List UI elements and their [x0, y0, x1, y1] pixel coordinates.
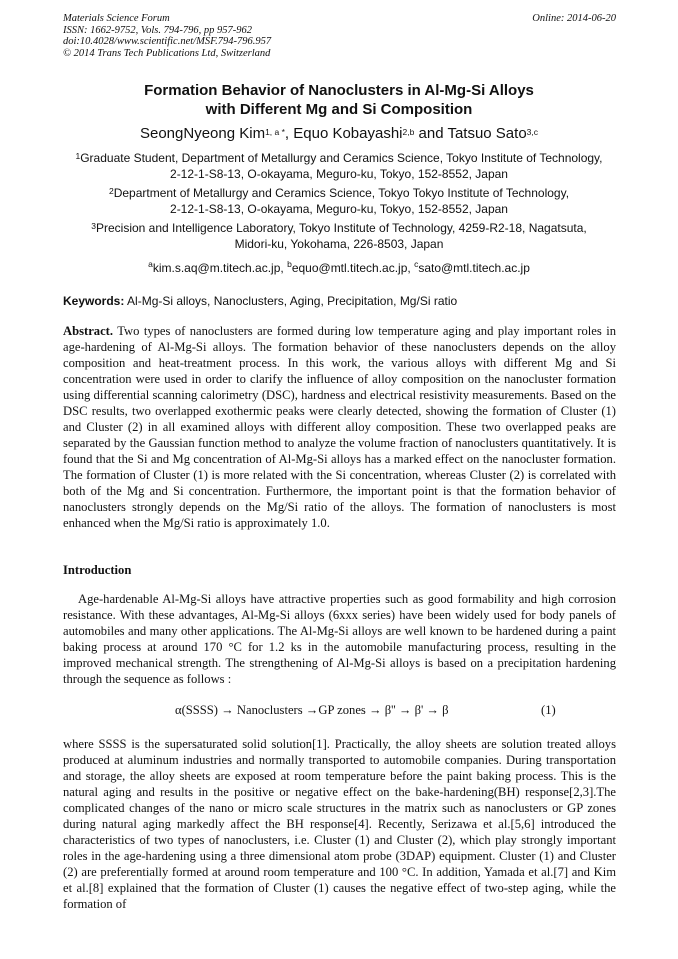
abstract-text: Two types of nanoclusters are formed during low temperature aging and play important roles in age-hardening of Al-Mg-Si alloys. The formation behavior of these nanoclusters depends on the alloy composition and heat-treatment process. In this work, the various alloys with different Mg and Si concentration were used in order to clarify the influence of alloy composition on the nanocluster formation using differential scanning calorimetry (DSC), hardness and electrical resistivity measurements. Based on the DSC results, two overlapped exothermic peaks were clearly detected, showing the formation of Cluster (1) and Cluster (2) in all examined alloys with different alloy composition. These two overlapped peaks are separated by the Gaussian function method to analyze the volume fraction of nanoclusters quantitatively. It is found that the Si and Mg concentration of Al-Mg-Si alloys has a marked effect on the nanocluster formation. The formation of Cluster (1) is more related with the Si concentration, whereas Cluster (2) is correlated with both of the Mg and Si concentration. Furthermore, the important point is that the formation behavior of nanoclusters strongly depends on the Mg/Si ratio of the alloys. The formation of nanoclusters is most enhanced when the Mg/Si ratio is approximately 1.0.	[63, 324, 616, 530]
author-3-sup: 3,c	[526, 127, 538, 137]
abstract	[63, 323, 616, 531]
title-line-2: with Different Mg and Si Composition	[205, 101, 473, 118]
affiliation-2	[60, 185, 618, 217]
email-c: sato@mtl.titech.ac.jp	[418, 261, 530, 275]
journal-name: Materials Science Forum	[63, 13, 170, 24]
author-2: Equo Kobayashi	[293, 125, 403, 142]
affiliation-1-line-1: Graduate Student, Department of Metallurgy and Ceramics Science, Tokyo Institute of Technology,	[80, 151, 603, 165]
affiliation-1	[60, 150, 618, 182]
page-header	[63, 13, 616, 59]
introduction-paragraph-2: where SSSS is the supersaturated solid solution[1]. Practically, the alloy sheets are solution treated alloys produced at aluminum industries and normally transported to automobile companies. During transportation and storage, the alloy sheets are exposed at room temperature before the paint baking process. This is the natural aging and results in the positive or negative effect on the bake-hardening(BH) response[2,3].The complicated changes of the nano or micro scale structures in the matrix such as nanoclusters or GP zones during natural aging markedly affect the BH response[4]. Recently, Serizawa et al.[5,6] introduced the characteristics of two types of nanoclusters, i.e. Cluster (1) and Cluster (2), which play strongly important roles in the age-hardening using a three dimensional atom probe (3DAP) equipment. Cluster (1) and Cluster (2) are preferentially formed at around room temperature and 100 °C. In addition, Yamada et al.[7] and Kim et al.[8] explained that the formation of Cluster (1) causes the negative effect of two-step aging, while the formation of	[63, 737, 616, 911]
keywords	[63, 294, 616, 308]
copyright: © 2014 Trans Tech Publications Ltd, Switzerland	[63, 47, 271, 59]
affiliation-2-line-1: Department of Metallurgy and Ceramics Science, Tokyo Tokyo Institute of Technology,	[113, 186, 570, 200]
author-1: SeongNyeong Kim	[139, 125, 266, 142]
author-separator: ,	[284, 125, 294, 142]
affiliation-3	[60, 220, 618, 252]
author-list	[60, 125, 618, 143]
abstract-label: Abstract.	[63, 324, 114, 338]
email-a: kim.s.aq@m.titech.ac.jp,	[152, 261, 288, 275]
affiliation-3-sup: 3	[91, 221, 96, 231]
keywords-text: Al-Mg-Si alloys, Nanoclusters, Aging, Precipitation, Mg/Si ratio	[124, 294, 458, 308]
email-b-sup: b	[287, 259, 292, 269]
author-1-sup: 1, a *	[265, 127, 285, 137]
section-heading-introduction: Introduction	[63, 563, 132, 577]
online-date: Online: 2014-06-20	[532, 13, 616, 24]
affiliation-2-line-2: 2-12-1-S8-13, O-okayama, Meguro-ku, Tokyo, 152-8552, Japan	[170, 202, 508, 216]
keywords-label: Keywords:	[63, 294, 125, 308]
email-c-sup: c	[414, 259, 419, 269]
equation-expression: α(SSSS) → Nanoclusters →GP zones → β'' → β' → β	[175, 703, 449, 717]
issn: ISSN: 1662-9752, Vols. 794-796, pp 957-962	[63, 24, 252, 36]
doi: doi:10.4028/www.scientific.net/MSF.794-796.957	[63, 36, 272, 47]
title-line-1: Formation Behavior of Nanoclusters in Al-Mg-Si Alloys	[144, 82, 534, 99]
email-b: equo@mtl.titech.ac.jp,	[291, 261, 415, 275]
affiliation-3-line-1: Precision and Intelligence Laboratory, Tokyo Institute of Technology, 4259-R2-18, Nagatsuta,	[95, 221, 587, 235]
paper-title	[60, 81, 618, 119]
author-2-sup: 2,b	[402, 127, 415, 137]
affiliation-1-sup: 1	[75, 151, 81, 161]
introduction-paragraph-1: Age-hardenable Al-Mg-Si alloys have attractive properties such as good formability and high corrosion resistance. With these advantages, Al-Mg-Si alloys (6xxx series) have been widely used for body panels of automobiles and many other applications. The Al-Mg-Si alloys are well known to be hardened during a paint baking process at around 170 °C for 1.2 ks in the automobile manufacturing process, resulting in the improved mechanical strength. The strengthening of Al-Mg-Si alloys is based on a precipitation hardening through the sequence as follows :	[63, 592, 616, 686]
author-separator: and	[414, 125, 448, 142]
email-a-sup: a	[148, 259, 153, 269]
equation-number: (1)	[541, 703, 556, 717]
equation-1	[63, 703, 616, 719]
affiliation-2-sup: 2	[108, 186, 114, 196]
author-3: Tatsuo Sato	[447, 125, 527, 142]
author-emails	[60, 261, 618, 275]
affiliation-3-line-2: Midori-ku, Yokohama, 226-8503, Japan	[234, 237, 444, 251]
affiliation-1-line-2: 2-12-1-S8-13, O-okayama, Meguro-ku, Tokyo, 152-8552, Japan	[170, 167, 508, 181]
